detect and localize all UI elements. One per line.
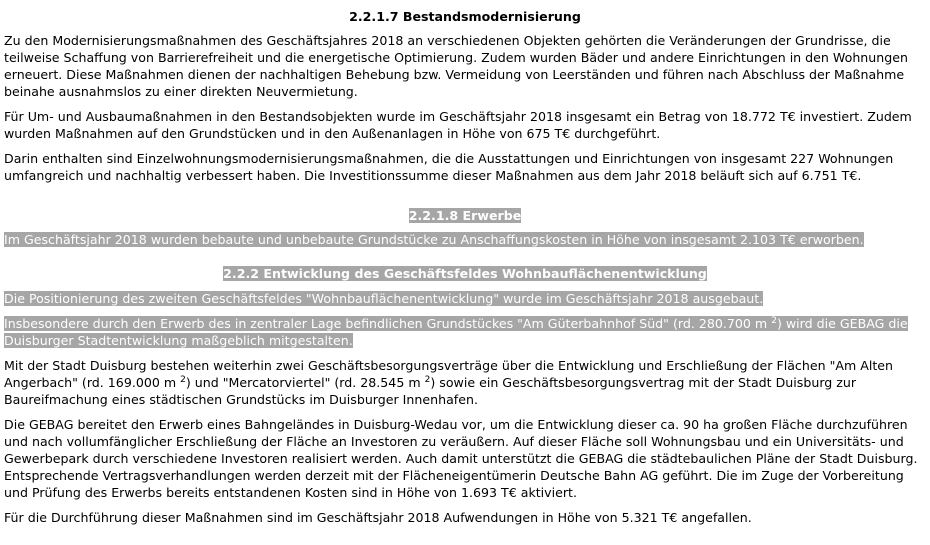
heading-text: 2.2.1.7 Bestandsmodernisierung (349, 9, 581, 24)
superscript: 2 (424, 374, 431, 385)
text-part: ) sowie ein Geschäftsbesorgungsvertrag mit der Stadt Duisburg zur Baureifmachung eines städtischen Grundstücks im Duisburger Innenhafen. (4, 375, 857, 407)
heading-text: 2.2.2 Entwicklung des Geschäftsfeldes Wohnbauflächenentwicklung (223, 266, 707, 281)
paragraph-gueterbahnhof (0, 315, 930, 349)
paragraph-modernisierung: Zu den Modernisierungsmaßnahmen des Geschäftsjahres 2018 an verschiedenen Objekten gehörten die Veränderungen der Grundrisse, die teilweise Schaffung von Barrierefreiheit und die energetische Optimierung. Zudem wurden Bäder und andere Einrichtungen in den Wohnungen erneuert. Diese Maßnahmen dienen der nachhaltigen Behebung bzw. Vermeidung von Leerständen und führen nach Abschluss der Maßnahme beinahe ausnahmslos zu einer direkten Neuvermietung. (4, 33, 908, 99)
heading-bestandsmodernisierung (0, 0, 930, 25)
text-part: ) wird die GEBAG die Duisburger Stadtentwicklung maßgeblich mitgestalten. (4, 316, 908, 348)
paragraph-ausbau-investition: Für Um- und Ausbaumaßnahmen in den Bestandsobjekten wurde im Geschäftsjahr 2018 insgesamt ein Betrag von 18.772 T€ investiert. Zudem wurden Maßnahmen auf den Grundstücken und in den Außenanlagen in Höhe von 675 T€ durchgeführt. (4, 109, 912, 141)
text-part: Insbesondere durch den Erwerb des in zentraler Lage befindlichen Grundstückes "Am Güterbahnhof Süd" (rd. 280.700 m (4, 316, 772, 331)
heading-text: 2.2.1.8 Erwerbe (408, 208, 522, 223)
superscript: 2 (180, 374, 186, 385)
text-part: ) und "Mercatorviertel" (rd. 28.545 m (185, 375, 425, 390)
paragraph-positionierung (0, 290, 930, 307)
highlighted-text (4, 316, 908, 348)
text-part: Mit der Stadt Duisburg bestehen weiterhin zwei Geschäftsbesorgungsverträge über die Entwicklung und Erschließung der Flächen "Am Alten Angerbach" (rd. 169.000 m (4, 358, 894, 390)
paragraph-bahngelaende: Die GEBAG bereitet den Erwerb eines Bahngeländes in Duisburg-Wedau vor, um die Entwicklung dieser ca. 90 ha großen Fläche durchzuführen und nach vollumfänglicher Erschließung der Fläche an Investoren zu veräußern. Auf dieser Fläche soll Wohnungsbau und ein Universitäts- und Gewerbepark durch verschiedene Investoren realisiert werden. Auch damit unterstützt die GEBAG die städtebaulichen Pläne der Stadt Duisburg. Entsprechende Vertragsverhandlungen werden derzeit mit der Flächeneigentümerin Deutsche Bahn AG geführt. Die im Zuge der Vorbereitung und Prüfung des Erwerbs bereits entstandenen Kosten sind in Höhe von 1.693 T€ aktiviert. (4, 417, 918, 500)
heading-erwerbe (0, 207, 930, 224)
highlighted-text: Im Geschäftsjahr 2018 wurden bebaute und unbebaute Grundstücke zu Anschaffungskosten in Höhe von insgesamt 2.103 T€ erworben. (4, 232, 864, 247)
paragraph-geschaeftsbesorgung (0, 357, 930, 408)
highlighted-text: Die Positionierung des zweiten Geschäftsfeldes "Wohnbauflächenentwicklung" wurde im Geschäftsjahr 2018 ausgebaut. (4, 291, 764, 306)
superscript: 2 (771, 315, 777, 326)
paragraph-aufwendungen: Für die Durchführung dieser Maßnahmen sind im Geschäftsjahr 2018 Aufwendungen in Höhe von 5.321 T€ angefallen. (4, 510, 752, 525)
paragraph-erwerbe (0, 231, 930, 248)
paragraph-einzelwohnungen: Darin enthalten sind Einzelwohnungsmodernisierungsmaßnahmen, die die Ausstattungen und Einrichtungen von insgesamt 227 Wohnungen umfangreich und nachhaltig verbessert haben. Die Investitionssumme dieser Maßnahmen aus dem Jahr 2018 beläuft sich auf 6.751 T€. (4, 151, 894, 183)
heading-wohnbauflaechen (0, 265, 930, 282)
